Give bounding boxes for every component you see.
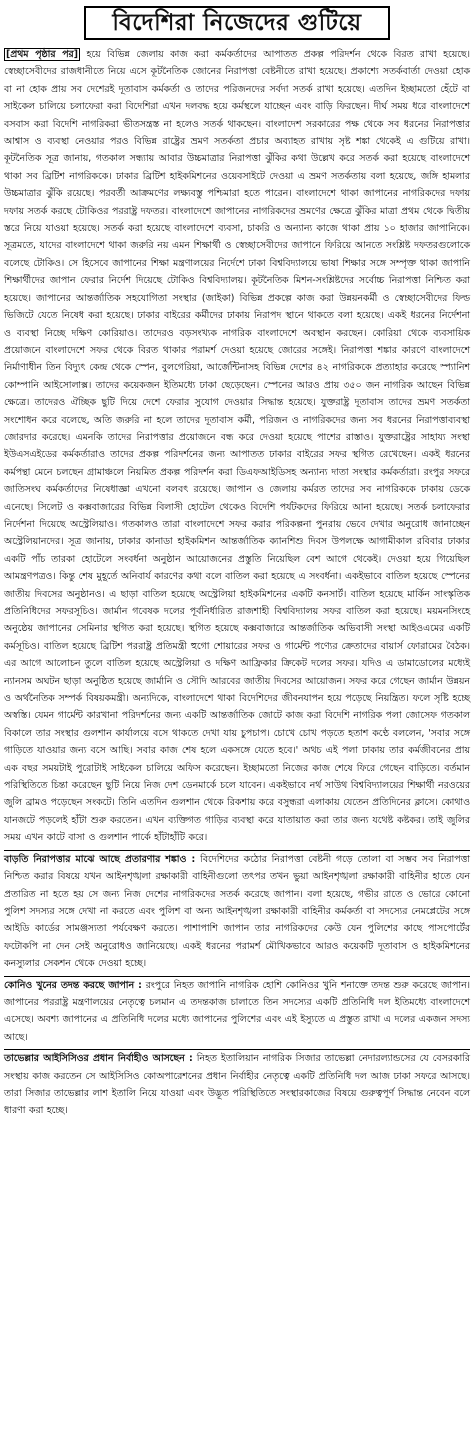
headline: বিদেশিরা নিজেদের গুটিয়ে [84,6,390,40]
section-text: রংপুরে নিহত জাপানি নাগরিক হোশি কোনিওর খুনি শনাক্তে তদন্ত শুরু করেছে জাপান। জাপানের পররাষ্ট্র মন্ত্রণালয়ের নেতৃত্বে চলমান এ তদন্তকাজ চালাতে তিন সদস্যের একটি প্রতিনিধি দল ইতিমধ্যে বাংলাদেশে এসেছে। অবশ্য জাপানের এ প্রতিনিধি দলের মধ্যে জাপানের পুলিশের এবং এই ইস্যুতে এ প্রস্তুত রাখা এ দলের একজন সদস্য আছে। [4,979,470,1043]
section-konio-investigation [4,977,470,1047]
section-text: নিহত ইতালিয়ান নাগরিক সিজার তাভেল্লা নেদারল্যান্ডসের যে বেসরকারি সংস্থায় কাজ করতেন সে আইসিসিও কোঅপারেশনের প্রধান নির্বাহীর নেতৃত্বে একটি প্রতিনিধি দল আজ ঢাকা সফরে আসছে। তারা সিজার তাভেল্লার লাশ ইতালি নিয়ে যাওয়া এবং উদ্ভূত পরিস্থিতিতে সংস্থারকাজের বিষয়ে গুরুত্বপূর্ণ সিদ্ধান্ত নেবেন বলে ধারণা করা হচ্ছে। [4,1053,470,1117]
section-icco-chief [4,1050,470,1120]
section-subhead: বাড়তি নিরাপত্তার মাঝে আছে প্রতারণার শঙ্কাও : [4,853,196,865]
section-subhead: কোনিও খুনের তদন্ত করছে জাপান : [4,979,142,991]
article-body [4,46,470,1120]
section-subhead: তাভেল্লার আইসিসিওর প্রধান নির্বাহীও আসছেন : [4,1053,193,1065]
section-security-fraud [4,851,470,973]
lead-paragraph [4,46,470,847]
continuation-tag: [প্রথম পৃষ্ঠার পর] [6,49,78,60]
lead-text: হয়ে বিভিন্ন জেলায় কাজ করা কর্মকর্তাদের আপাতত প্রকল্প পরিদর্শন থেকে বিরত রাখা হয়েছে। স্বেচ্ছাসেবীদের রাজধানীতে নিয়ে এসে কূটনৈতিক জোনের নিরাপত্তা বেষ্টনীতে রাখা হয়েছে। প্রকাশ্যে সতর্কবার্তা দেওয়া হোক বা না হোক প্রায় সব দেশেরই দূতাবাস কর্মকর্তা ও তাদের পরিজনদের সর্বদা সতর্ক রাখা হয়েছে। এতদিন ইচ্ছামতো হেঁটে বা সাইকেল চালিয়ে চলাফেরা করা বিদেশিরা এখন দলবদ্ধ হয়ে কর্মস্থলে যাচ্ছেন এবং বাড়ি ফিরছেন। দীর্ঘ সময় ধরে বাংলাদেশে বসবাস করা বিদেশি নাগরিকরা ভীতসন্ত্রস্ত না হলেও সতর্ক থাকছেন। বাংলাদেশ সরকারের পক্ষ থেকে সব ধরনের নিরাপত্তার আশ্বাস ও ব্যবস্থা নেওয়ার পরও বিভিন্ন রাষ্ট্রের ভ্রমণ সতর্কতা প্রচার অব্যাহত রাখায় সৃষ্ট শঙ্কা থেকেই এ গুটিয়ে রাখা। কূটনৈতিক সূত্র জানায়, গতকাল সন্ধ্যায় আবার উচ্চমাত্রার নিরাপত্তা ঝুঁকির কথা উল্লেখ করে সতর্ক করা হয়েছে বাংলাদেশে থাকা সব ব্রিটিশ নাগরিককে। ঢাকার ব্রিটিশ হাইকমিশনের ওয়েবসাইটে দেওয়া এ ভ্রমণ সতর্কতায় বলা হয়েছে, জঙ্গি হামলার উচ্চমাত্রার ঝুঁকি রয়েছে। পরবর্তী আক্রমণের লক্ষ্যবস্তু পশ্চিমারা হতে পারেন। বাংলাদেশে থাকা জাপানের নাগরিকদের দফায় দফায় সতর্ক করছে টোকিওর পররাষ্ট্র দফতর। বাংলাদেশে জাপানের নাগরিকদের ভ্রমণের ক্ষেত্রে ঝুঁকির মাত্রা প্রথম থেকে দ্বিতীয় স্তরে নিয়ে যাওয়া হয়েছে। সতর্ক করা হয়েছে বাংলাদেশে ব্যবসা, চাকরি ও অন্যান্য কাজে থাকা প্রায় ১০ হাজার জাপানিকে। সূত্রমতে, যাদের বাংলাদেশে থাকা জরুরি নয় এমন শিক্ষার্থী ও স্বেচ্ছাসেবীদের জাপানে ফিরিয়ে আনতে সংশ্লিষ্ট দফতরগুলোকে বলেছে টোকিও। সে হিসেবে জাপানের শিক্ষা মন্ত্রণালয়ের নির্দেশে ঢাকা বিশ্ববিদ্যালয়ে ভাষা শিক্ষার সঙ্গে সম্পৃক্ত থাকা জাপানি শিক্ষার্থীদের জাপান ফেরার নির্দেশ দিয়েছে টোকিও বিশ্ববিদ্যালয়। কূটনৈতিক মিশন-সংশ্লিষ্টদের সর্বোচ্চ নিরাপত্তা নিশ্চিত করা হয়েছে। জাপানের আন্তর্জাতিক সহযোগিতা সংস্থার (জাইকা) বিভিন্ন প্রকল্পে কাজ করা উন্নয়নকর্মী ও স্বেচ্ছাসেবীদের ফিল্ড ভিজিটে যেতে নিষেধ করা হয়েছে। ঢাকার বাইরের কর্মীদের ঢাকায় নিরাপদ স্থানে থাকতে বলা হয়েছে। একই ধরনের নির্দেশনা ও ব্যবস্থা নিচ্ছে দক্ষিণ কোরিয়াও। তাদেরও বড়সংখ্যক নাগরিক বাংলাদেশে অবস্থান করছেন। কোরিয়া থেকে ব্যবসায়িক প্রয়োজনে বাংলাদেশে সফর থেকে বিরত থাকার পরামর্শ দেওয়া হয়েছে জোরের সঙ্গেই। নিরাপত্তা শঙ্কার কারণে বাংলাদেশে নির্মাণাধীন তিন বিদ্যুৎ কেন্দ্র থেকে স্পেন, বুলগেরিয়া, আর্জেন্টিনাসহ বিভিন্ন দেশের ৪২ নাগরিককে প্রত্যাহার করেছে স্প্যানিশ কোম্পানি আইসোলাক্স। তাদের কয়েকজন ইতিমধ্যে ঢাকা ছেড়েছেন। স্পেনের আরও প্রায় ৩৫০ জন নাগরিক আছেন বিভিন্ন ক্ষেত্রে। তাদেরও ঐচ্ছিক ছুটি দিয়ে দেশে ফেরার সুযোগ দেওয়ার সিদ্ধান্ত হয়েছে। যুক্তরাষ্ট্র দূতাবাস তাদের ভ্রমণ সতর্কতা সংশোধন করে বলেছে, অতি জরুরি না হলে তাদের দূতাবাস কর্মী, পরিজন ও নাগরিকদের জন্য সব ধরনের নিরাপত্তাব্যবস্থা জোরদার করেছে। এমনকি তাদের নিরাপত্তার প্রয়োজনে বন্ধ করে দেওয়া হয়েছে পাশের রাস্তাও। যুক্তরাষ্ট্রের সাহায্য সংস্থা ইউএসএইডের কর্মকর্তারাও তাদের প্রকল্প পরিদর্শনের জন্য আপাতত ঢাকার বাইরের সফর স্থগিত রেখেছেন। একই ধরনের কর্মপন্থা মেনে চলছেন গ্রামাঞ্চলে নিয়মিত প্রকল্প পরিদর্শন করা ডিএফআইডিসহ অন্যান্য দাতা সংস্থার কর্মকর্তারা। রংপুর সফরে জাতিসংঘ কর্মকর্তাদের নিষেধাজ্ঞা এখনো বলবৎ রয়েছে। জাপান ও জেলায় কর্মরত তাদের সব নাগরিককে ঢাকায় ডেকে এনেছে। সিলেট ও কক্সবাজারের বিভিন্ন বিলাসী হোটেল থেকেও বিদেশি পর্যটকদের ফিরিয়ে আনা হয়েছে। সতর্ক চলাফেরার নির্দেশনা দিয়েছে অস্ট্রেলিয়াও। গতকালও তারা বাংলাদেশে সফর করার পরিকল্পনা পুনরায় ভেবে দেখার অনুরোধ জানাচ্ছেন অস্ট্রেলিয়ানদের। সূত্র জানায়, ঢাকার কানাডা হাইকমিশন আন্তর্জাতিক ক্যানশিশু দিবস উপলক্ষে আগামীকাল রবিবার ঢাকার একটি পাঁচ তারকা হোটেলে সংবর্ধনা অনুষ্ঠান আয়োজনের প্রস্তুতি নিয়েছিল বেশ আগে থেকেই। দেওয়া হয়ে গিয়েছিল আমন্ত্রণপত্রও। কিন্তু শেষ মুহূর্তে অনিবার্য কারণের কথা বলে বাতিল করা হয়েছে এ সংবর্ধনা। একইভাবে বাতিল হয়েছে স্পেনের জাতীয় দিবসের অনুষ্ঠানও। এ ছাড়া বাতিল হয়েছে অস্ট্রেলিয়া হাইকমিশনের একটি কনসার্ট। বাতিল হয়েছে মার্কিন সাংস্কৃতিক প্রতিনিধিদের সফরসূচিও। জার্মান গবেষক দলের পূর্বনির্ধারিত রাজশাহী বিশ্ববিদ্যালয় সফর বাতিল করা হয়েছে। ময়মনসিংহে অনুষ্ঠেয় জাপানের সেমিনার স্থগিত করা হয়েছে। স্থগিত হয়েছে কক্সবাজারে আন্তর্জাতিক অভিবাসী সংস্থা আইওএমের একটি কর্মসূচিও। বাতিল হয়েছে ব্রিটিশ পররাষ্ট্র প্রতিমন্ত্রী হুগো শোয়ারের সফর ও গার্মেন্ট পণ্যের ক্রেতাদের বায়ার্স ফোরামের বৈঠক। এর আগে আলোচন তুলে বাতিল হয়েছে অস্ট্রেলিয়া ও দক্ষিণ আফ্রিকার ক্রিকেট দলের সফর। যদিও এ ডামাডোলের মধ্যেই ন্যানসম অঘটন ছাড়া অনুষ্ঠিত হয়েছে জার্মানি ও সৌদি আরবের জাতীয় দিবসের আয়োজন। সফর করে গেছেন জার্মান উন্নয়ন ও অর্থনৈতিক সম্পর্ক বিষয়কমন্ত্রী। অন্যদিকে, বাংলাদেশে থাকা বিদেশিদের জীবনযাপন হয়ে পড়েছে নিয়ন্ত্রিত। ফলে সৃষ্টি হচ্ছে অস্বস্তি। যেমন গার্মেন্ট কারখানা পরিদর্শনের জন্য একটি আন্তর্জাতিক জোটে কাজ করা বিদেশি নাগরিক পলা জোসেফ গতকাল বিকালে তার সংস্থার গুলশান কার্যালয়ে বসে থাকতে দেখা যায় চুপচাপ। চোখে চোখ পড়তে হতাশ কণ্ঠে বললেন, 'সবার সঙ্গে গাড়িতে যাওয়ার জন্য বসে আছি। সবার কাজ শেষ হলে একসঙ্গে যেতে হবে।' অথচ এই পলা ঢাকায় তার কর্মজীবনের প্রায় এক বছর সময়টাই পুরোটাই সাইকেল চালিয়ে অফিস করেছেন। ইচ্ছামতো নিজের কাজ শেষে ফিরে গেছেন বাড়িতে। বর্তমান পরিস্থিতিতে চিন্তা করেছেন ছুটি নিয়ে নিজ দেশ ডেনমার্কে চলে যাবেন। একইভাবে নর্থ সাউথ বিশ্ববিদ্যালয়ের শিক্ষার্থী নরওয়ের জুলি ব্রামও পড়েছেন সংকটে। তিনি এতদিন গুলশান থেকে রিকশায় করে বসুন্ধরা এলাকায় যেতেন প্রতিদিনের ক্লাসে। কোথাও যানজটে পড়লেই হাঁটা শুরু করতেন। এখন ব্যক্তিগত গাড়ির ব্যবস্থা করে যাতায়াত করা তার জন্য যথেষ্ট কষ্টকর। তাই জুলির সময় এখন কাটে বাসা ও গুলশান পার্কে হাঁটাহাঁটি করে। [4,49,470,844]
section-text: বিদেশিদের কঠোর নিরাপত্তা বেষ্টনী গড়ে তোলা বা সম্ভব সব নিরাপত্তা নিশ্চিত করার বিষয়ে যখন আইনশৃঙ্খলা রক্ষাকারী বাহিনীগুলো তৎপর তখন ভুয়া আইনশৃঙ্খলা রক্ষাকারী বাহিনীর হাতে যেন প্রতারিত না হতে হয় সে জন্য নিজ দেশের নাগরিকদের সতর্ক করেছে জাপান। বলা হয়েছে, গভীর রাতে ও ভোরে কোনো পুলিশ সদস্যর সঙ্গে দেখা না করতে এবং পুলিশ বা অন্য আইনশৃঙ্খলা রক্ষাকারী বাহিনীর কর্মকর্তা বা সদস্যের নেমপ্লেটের সঙ্গে আইডি কার্ডের সামঞ্জস্যতা পর্যবেক্ষণ করতে। পাশাপাশি জাপান তার নাগরিকদের কেউ যেন পুলিশের কাছে পাসপোর্টের ফটোকপি না দেন সেই অনুরোধও জানিয়েছে। একই ধরনের পরামর্শ মৌখিকভাবে আরও কয়েকটি দূতাবাস ও হাইকমিশনের কনস্যুলার সেকশন থেকে দেওয়া হচ্ছে। [4,853,470,970]
